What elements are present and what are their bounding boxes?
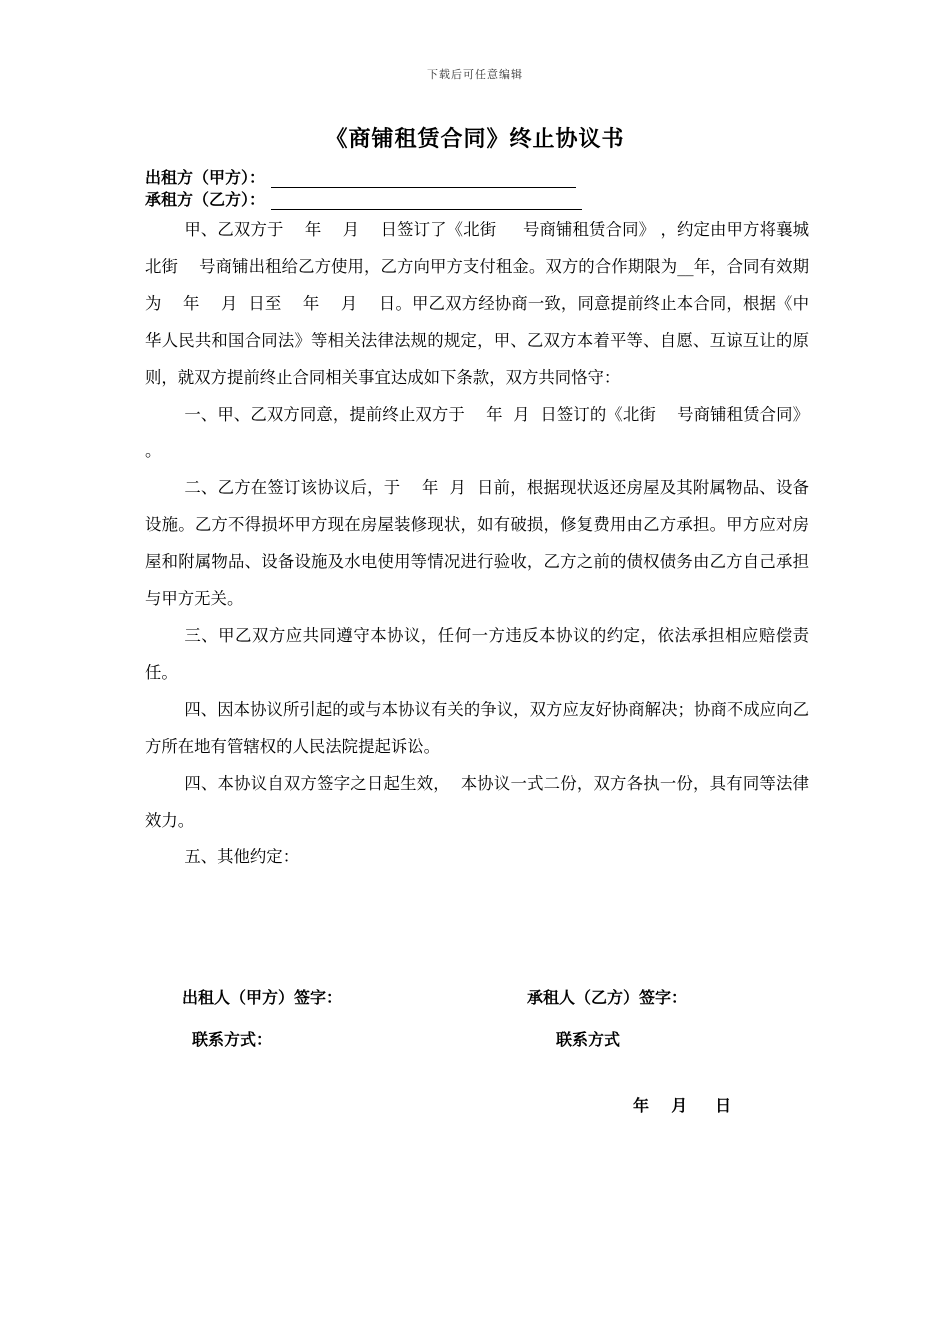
lessee-blank: [271, 195, 582, 210]
lessee-contact-label: 联系方式: [556, 1030, 621, 1049]
lessor-line: [145, 165, 576, 188]
clause-2: 二、乙方在签订该协议后，于 年 月 日前，根据现状返还房屋及其附属物品、设备设施。乙方不得损坏甲方现在房屋装修现状，如有破损，修复费用由乙方承担。甲方应对房屋和附属物品、设备设施及水电使用等情况进行验收，乙方之前的债权债务由乙方自己承担与甲方无关。: [145, 478, 809, 609]
lessor-blank: [271, 173, 576, 188]
lessee-line: [145, 187, 582, 210]
intro-paragraph: 甲、乙双方于 年 月 日签订了《北街 号商铺租赁合同》 ，约定由甲方将襄城北街 号商铺出租给乙方使用，乙方向甲方支付租金。双方的合作期限为__年，合同有效期为 年 月 日至 年 月 日。甲乙双方经协商一致，同意提前终止本合同，根据《中华人民共和国合同法》等相关法律法规的规定，甲、乙双方本着平等、自愿、互谅互让的原则，就双方提前终止合同相关事宜达成如下条款，双方共同恪守：: [145, 220, 809, 387]
agreement-body: [145, 212, 815, 876]
clause-3: 三、甲乙双方应共同遵守本协议，任何一方违反本协议的约定，依法承担相应赔偿责任。: [145, 625, 809, 682]
clause-1: 一、甲、乙双方同意，提前终止双方于 年 月 日签订的《北街 号商铺租赁合同》 。: [145, 404, 815, 461]
lessee-signature-label: 承租人（乙方）签字：: [527, 988, 688, 1007]
lessor-signature-label: 出租人（甲方）签字：: [182, 988, 343, 1007]
lessor-contact-label: 联系方式：: [192, 1030, 273, 1049]
clause-4-effect: 四、本协议自双方签字之日起生效， 本协议一式二份，双方各执一份，具有同等法律效力。: [145, 773, 809, 830]
document-title: 《商铺租赁合同》终止协议书: [325, 126, 625, 152]
clause-4-dispute: 四、因本协议所引起的或与本协议有关的争议，双方应友好协商解决；协商不成应向乙方所在地有管辖权的人民法院提起诉讼。: [145, 699, 809, 756]
lessee-label: 承租方（乙方）：: [145, 190, 266, 209]
signature-date: 年 月 日: [633, 1096, 732, 1115]
clause-5: 五、其他约定：: [184, 847, 300, 867]
lessor-label: 出租方（甲方）：: [145, 168, 266, 187]
download-note: 下载后可任意编辑: [427, 68, 523, 81]
